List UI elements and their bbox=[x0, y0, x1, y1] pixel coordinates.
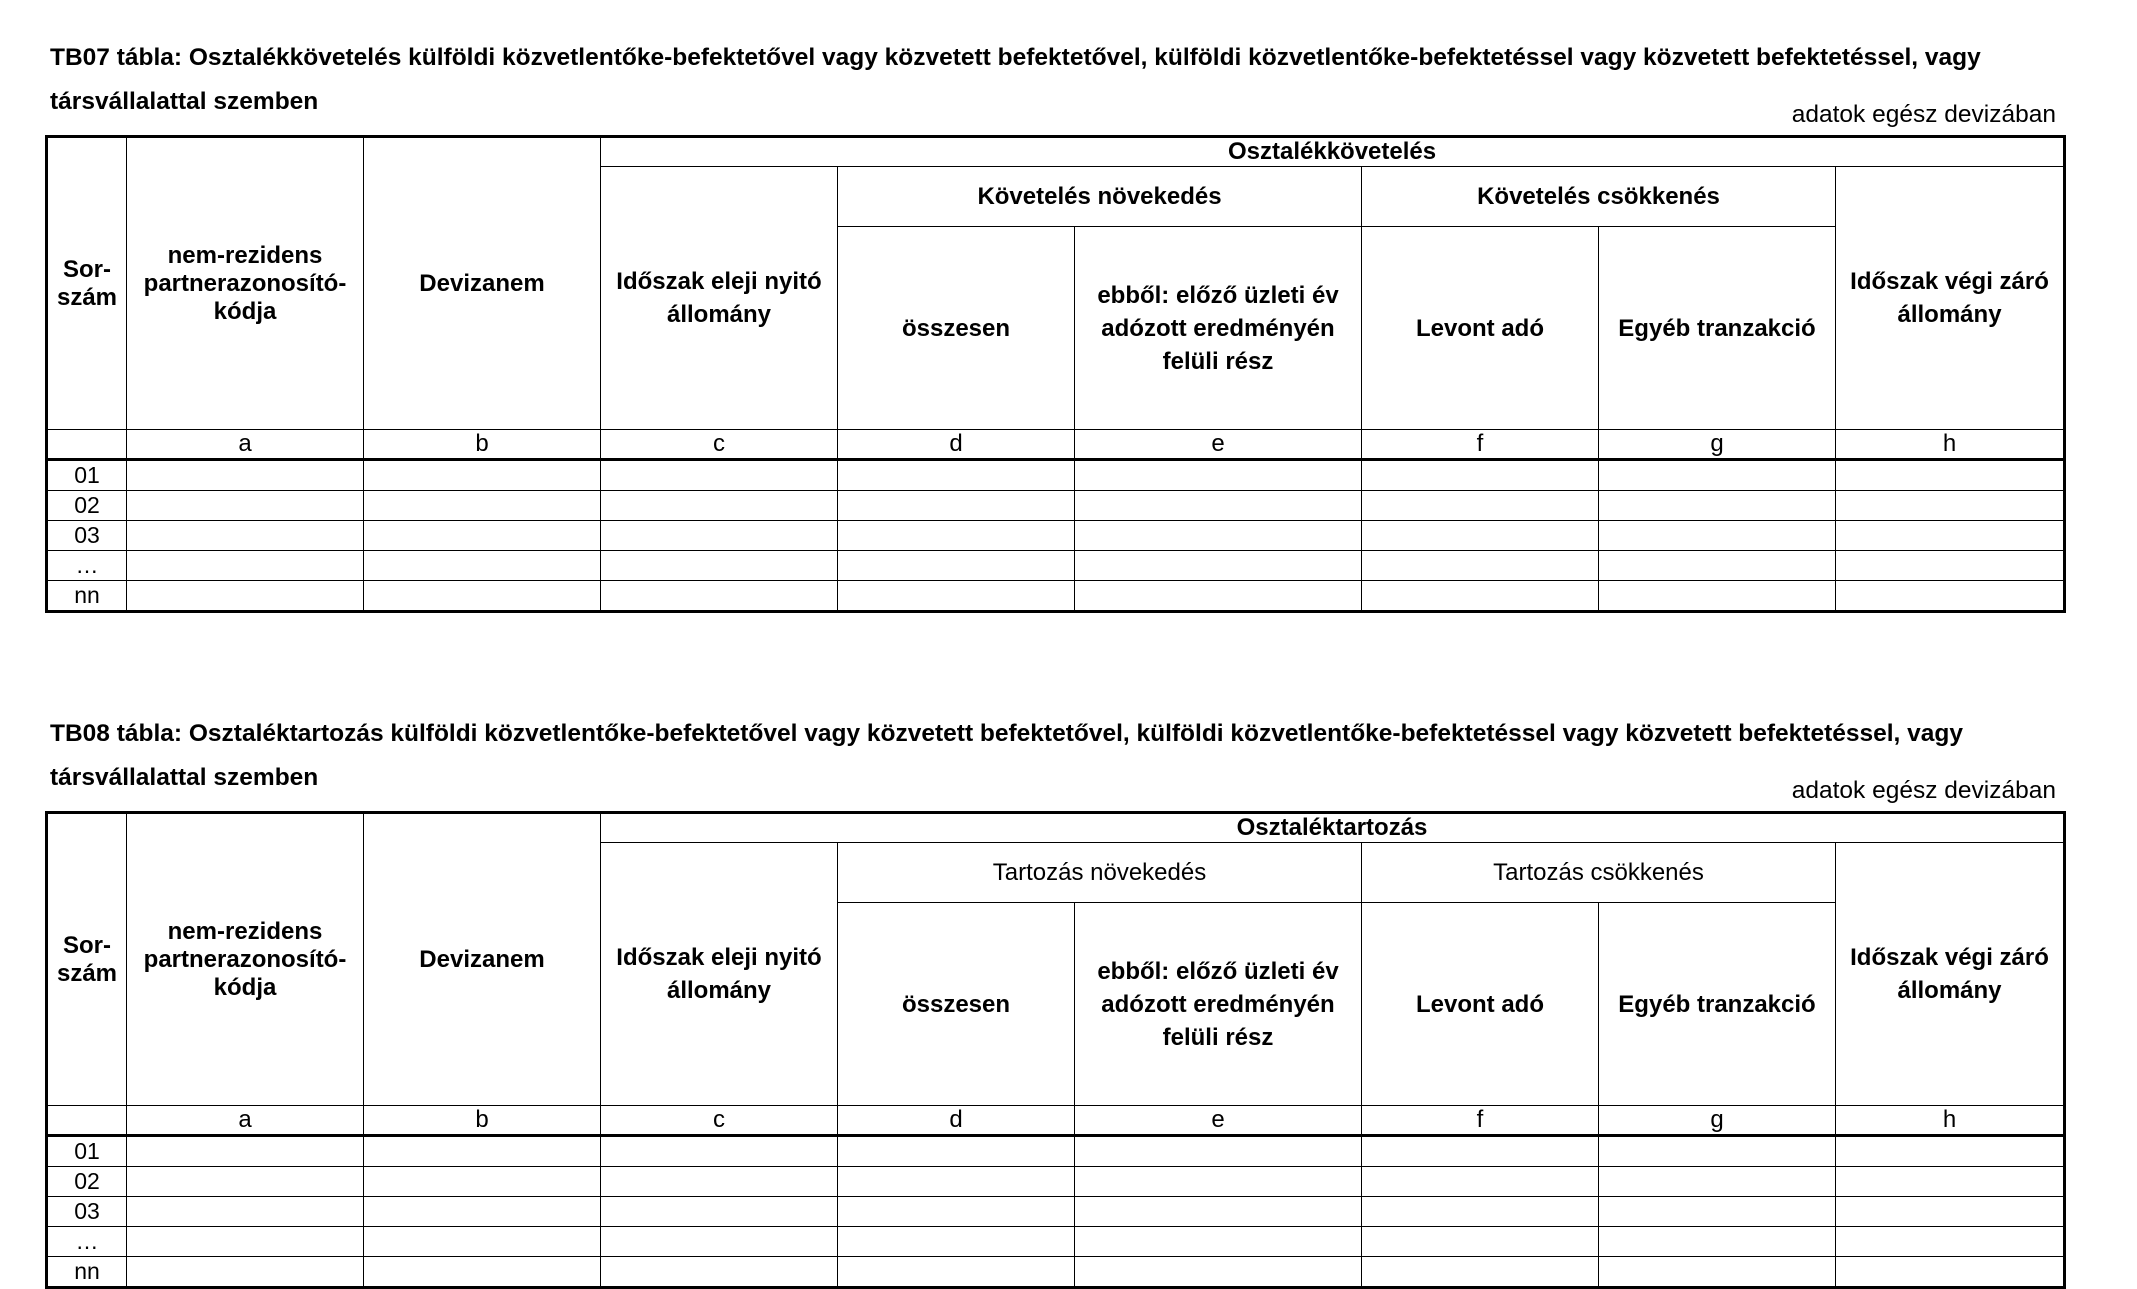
data-cell[interactable] bbox=[1362, 491, 1599, 521]
header-ebbol: ebből: előző üzleti év adózott eredményén felüli rész bbox=[1075, 903, 1362, 1106]
data-cell[interactable] bbox=[1599, 581, 1836, 612]
letter-cell: c bbox=[601, 1106, 838, 1136]
table-tb08 bbox=[45, 811, 2066, 1289]
header-csokkenes: Követelés csökkenés bbox=[1362, 167, 1836, 227]
header-ebbol: ebből: előző üzleti év adózott eredményén felüli rész bbox=[1075, 227, 1362, 430]
table-tb07 bbox=[45, 135, 2066, 613]
row-number: nn bbox=[47, 581, 127, 612]
unit-note: adatok egész devizában bbox=[1791, 101, 2056, 128]
table-row bbox=[47, 581, 2065, 612]
header-partner: nem-rezidens partnerazonosító-kódja bbox=[127, 137, 364, 430]
data-cell[interactable] bbox=[1362, 1227, 1599, 1257]
data-cell[interactable] bbox=[838, 521, 1075, 551]
data-cell[interactable] bbox=[127, 1227, 364, 1257]
data-cell[interactable] bbox=[838, 1136, 1075, 1167]
row-number: nn bbox=[47, 1257, 127, 1288]
letter-cell: b bbox=[364, 1106, 601, 1136]
unit-note: adatok egész devizában bbox=[1791, 777, 2056, 804]
table-title: TB07 tábla: Osztalékkövetelés külföldi közvetlentőke-befektetővel vagy közvetett befektetővel, külföldi közvetlentőke-befektetéssel vagy közvetett befektetéssel, vagy társvállalattal szemben bbox=[50, 44, 1981, 115]
letter-cell: a bbox=[127, 430, 364, 460]
letter-cell: f bbox=[1362, 430, 1599, 460]
data-cell[interactable] bbox=[1075, 1257, 1362, 1288]
data-cell[interactable] bbox=[1836, 581, 2065, 612]
letter-cell: c bbox=[601, 430, 838, 460]
data-cell[interactable] bbox=[364, 491, 601, 521]
letter-cell: f bbox=[1362, 1106, 1599, 1136]
data-cell[interactable] bbox=[601, 460, 838, 491]
data-cell[interactable] bbox=[601, 491, 838, 521]
header-levont: Levont adó bbox=[1362, 903, 1599, 1106]
table-row bbox=[47, 1167, 2065, 1197]
data-cell[interactable] bbox=[1075, 1197, 1362, 1227]
data-cell[interactable] bbox=[1599, 551, 1836, 581]
table-row bbox=[47, 1257, 2065, 1288]
data-cell[interactable] bbox=[127, 491, 364, 521]
row-number: 02 bbox=[47, 1167, 127, 1197]
data-cell[interactable] bbox=[1836, 1197, 2065, 1227]
data-cell[interactable] bbox=[1362, 581, 1599, 612]
data-cell[interactable] bbox=[1836, 491, 2065, 521]
data-cell[interactable] bbox=[601, 1136, 838, 1167]
data-cell[interactable] bbox=[1836, 551, 2065, 581]
header-levont: Levont adó bbox=[1362, 227, 1599, 430]
data-cell[interactable] bbox=[364, 581, 601, 612]
data-cell[interactable] bbox=[1075, 521, 1362, 551]
letter-cell: d bbox=[838, 1106, 1075, 1136]
data-cell[interactable] bbox=[364, 1197, 601, 1227]
data-cell[interactable] bbox=[838, 1197, 1075, 1227]
letter-cell: e bbox=[1075, 1106, 1362, 1136]
data-cell[interactable] bbox=[1075, 551, 1362, 581]
data-cell[interactable] bbox=[838, 1227, 1075, 1257]
header-egyeb: Egyéb tranzakció bbox=[1599, 903, 1836, 1106]
data-cell[interactable] bbox=[127, 1257, 364, 1288]
table-row bbox=[47, 491, 2065, 521]
header-partner: nem-rezidens partnerazonosító-kódja bbox=[127, 813, 364, 1106]
data-cell[interactable] bbox=[1599, 1227, 1836, 1257]
data-cell[interactable] bbox=[364, 1227, 601, 1257]
row-number: 03 bbox=[47, 1197, 127, 1227]
data-cell[interactable] bbox=[1836, 1167, 2065, 1197]
data-cell[interactable] bbox=[1075, 460, 1362, 491]
data-cell[interactable] bbox=[364, 551, 601, 581]
data-cell[interactable] bbox=[1836, 1136, 2065, 1167]
data-cell[interactable] bbox=[364, 521, 601, 551]
letter-cell: d bbox=[838, 430, 1075, 460]
letter-cell-empty bbox=[47, 430, 127, 460]
header-group: Osztaléktartozás bbox=[601, 813, 2065, 843]
data-cell[interactable] bbox=[838, 1257, 1075, 1288]
data-cell[interactable] bbox=[1362, 1197, 1599, 1227]
table-row bbox=[47, 551, 2065, 581]
row-number: 01 bbox=[47, 1136, 127, 1167]
header-devizanem: Devizanem bbox=[364, 813, 601, 1106]
data-cell[interactable] bbox=[1599, 460, 1836, 491]
table-row bbox=[47, 521, 2065, 551]
data-cell[interactable] bbox=[1075, 491, 1362, 521]
data-cell[interactable] bbox=[601, 551, 838, 581]
letter-cell: g bbox=[1599, 430, 1836, 460]
data-cell[interactable] bbox=[1599, 1167, 1836, 1197]
header-group: Osztalékkövetelés bbox=[601, 137, 2065, 167]
data-cell[interactable] bbox=[838, 491, 1075, 521]
data-cell[interactable] bbox=[1362, 1167, 1599, 1197]
data-cell[interactable] bbox=[127, 521, 364, 551]
data-cell[interactable] bbox=[601, 521, 838, 551]
row-number: 03 bbox=[47, 521, 127, 551]
data-cell[interactable] bbox=[127, 551, 364, 581]
row-number: … bbox=[47, 551, 127, 581]
data-cell[interactable] bbox=[1362, 521, 1599, 551]
data-cell[interactable] bbox=[127, 1167, 364, 1197]
table-title: TB08 tábla: Osztaléktartozás külföldi közvetlentőke-befektetővel vagy közvetett befektetővel, külföldi közvetlentőke-befektetéssel vagy közvetett befektetéssel, vagy társvállalattal szemben bbox=[50, 720, 1964, 791]
data-cell[interactable] bbox=[1599, 1197, 1836, 1227]
data-cell[interactable] bbox=[838, 1167, 1075, 1197]
data-cell[interactable] bbox=[1836, 460, 2065, 491]
header-sorszam: Sor-szám bbox=[47, 813, 127, 1106]
data-cell[interactable] bbox=[364, 1167, 601, 1197]
data-cell[interactable] bbox=[127, 1197, 364, 1227]
header-nyito: Időszak eleji nyitó állomány bbox=[601, 843, 838, 1106]
data-cell[interactable] bbox=[1362, 1257, 1599, 1288]
row-number: 02 bbox=[47, 491, 127, 521]
data-cell[interactable] bbox=[364, 1136, 601, 1167]
data-cell[interactable] bbox=[127, 460, 364, 491]
data-cell[interactable] bbox=[1836, 1227, 2065, 1257]
letter-cell: e bbox=[1075, 430, 1362, 460]
header-sorszam: Sor-szám bbox=[47, 137, 127, 430]
data-cell[interactable] bbox=[601, 1227, 838, 1257]
data-cell[interactable] bbox=[127, 1136, 364, 1167]
header-devizanem: Devizanem bbox=[364, 137, 601, 430]
row-number: … bbox=[47, 1227, 127, 1257]
data-cell[interactable] bbox=[127, 581, 364, 612]
row-number: 01 bbox=[47, 460, 127, 491]
data-cell[interactable] bbox=[1075, 1227, 1362, 1257]
data-cell[interactable] bbox=[838, 581, 1075, 612]
letter-cell: b bbox=[364, 430, 601, 460]
data-cell[interactable] bbox=[601, 1167, 838, 1197]
data-cell[interactable] bbox=[364, 460, 601, 491]
data-cell[interactable] bbox=[838, 460, 1075, 491]
table-row bbox=[47, 1227, 2065, 1257]
data-cell[interactable] bbox=[1362, 1136, 1599, 1167]
header-zaro: Időszak végi záró állomány bbox=[1836, 843, 2065, 1106]
letter-cell: a bbox=[127, 1106, 364, 1136]
data-cell[interactable] bbox=[601, 581, 838, 612]
header-csokkenes: Tartozás csökkenés bbox=[1362, 843, 1836, 903]
data-cell[interactable] bbox=[1075, 1167, 1362, 1197]
letter-cell: h bbox=[1836, 430, 2065, 460]
header-novekedes: Tartozás növekedés bbox=[838, 843, 1362, 903]
data-cell[interactable] bbox=[1075, 581, 1362, 612]
data-cell[interactable] bbox=[1075, 1136, 1362, 1167]
letter-cell-empty bbox=[47, 1106, 127, 1136]
data-cell[interactable] bbox=[838, 551, 1075, 581]
data-cell[interactable] bbox=[1599, 491, 1836, 521]
header-zaro: Időszak végi záró állomány bbox=[1836, 167, 2065, 430]
header-novekedes: Követelés növekedés bbox=[838, 167, 1362, 227]
data-cell[interactable] bbox=[601, 1257, 838, 1288]
table-row bbox=[47, 1136, 2065, 1167]
data-cell[interactable] bbox=[1836, 521, 2065, 551]
data-cell[interactable] bbox=[1362, 551, 1599, 581]
data-cell[interactable] bbox=[1836, 1257, 2065, 1288]
header-nyito: Időszak eleji nyitó állomány bbox=[601, 167, 838, 430]
header-osszesen: összesen bbox=[838, 903, 1075, 1106]
letter-cell: h bbox=[1836, 1106, 2065, 1136]
data-cell[interactable] bbox=[1599, 1257, 1836, 1288]
table-row bbox=[47, 460, 2065, 491]
data-cell[interactable] bbox=[1362, 460, 1599, 491]
letter-cell: g bbox=[1599, 1106, 1836, 1136]
table-row bbox=[47, 1197, 2065, 1227]
header-egyeb: Egyéb tranzakció bbox=[1599, 227, 1836, 430]
header-osszesen: összesen bbox=[838, 227, 1075, 430]
data-cell[interactable] bbox=[1599, 521, 1836, 551]
data-cell[interactable] bbox=[364, 1257, 601, 1288]
data-cell[interactable] bbox=[1599, 1136, 1836, 1167]
data-cell[interactable] bbox=[601, 1197, 838, 1227]
